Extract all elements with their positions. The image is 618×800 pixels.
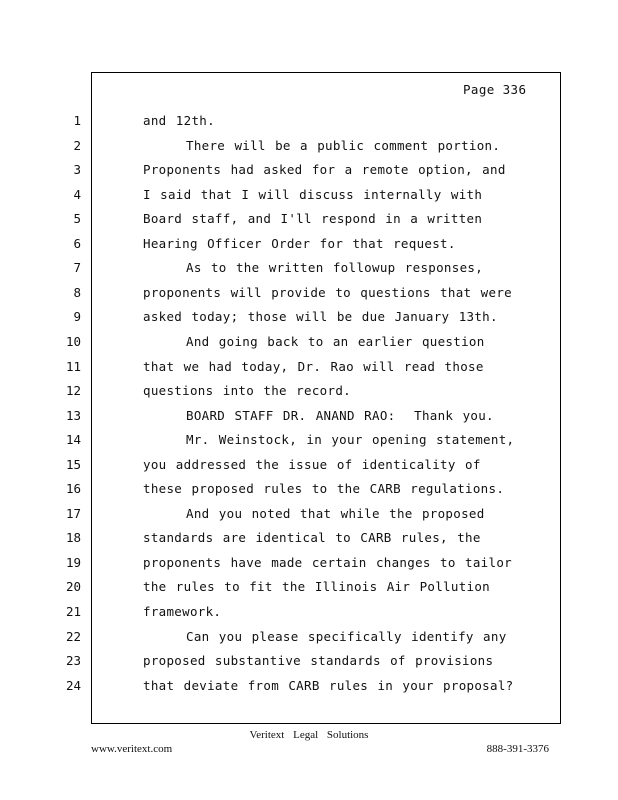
transcript-line (0, 136, 618, 156)
line-number: 5 (73, 211, 81, 227)
line-text: And you noted that while the proposed (186, 505, 485, 521)
transcript-line (0, 357, 618, 377)
transcript-line (0, 234, 618, 254)
line-number: 10 (65, 333, 81, 349)
line-text: BOARD STAFF DR. ANAND RAO: Thank you. (186, 407, 494, 423)
footer-phone: 888-391-3376 (486, 743, 549, 755)
line-text: I said that I will discuss internally with (143, 186, 483, 202)
transcript-line (0, 528, 618, 548)
line-number: 15 (65, 456, 81, 472)
line-text: framework. (143, 604, 222, 619)
line-number: 1 (73, 113, 81, 128)
line-number: 13 (65, 407, 81, 423)
transcript-line (0, 577, 618, 597)
line-number: 9 (73, 309, 81, 325)
transcript-line (0, 651, 618, 671)
line-text: these proposed rules to the CARB regulations. (143, 481, 505, 497)
line-text: And going back to an earlier question (186, 333, 485, 349)
line-number: 8 (73, 284, 81, 300)
transcript-line (0, 479, 618, 499)
transcript-line (0, 258, 618, 278)
transcript-line (0, 160, 618, 180)
footer-website: www.veritext.com (91, 743, 173, 755)
line-number: 21 (65, 604, 81, 619)
line-number: 20 (65, 579, 81, 595)
transcript-line (0, 627, 618, 647)
line-text: standards are identical to CARB rules, the (143, 530, 481, 546)
line-text: proponents will provide to questions that were (143, 284, 512, 300)
line-number: 7 (73, 260, 81, 276)
line-text: There will be a public comment portion. (186, 137, 501, 153)
line-number: 22 (65, 628, 81, 644)
line-text: Mr. Weinstock, in your opening statement, (186, 432, 515, 448)
line-number: 17 (65, 505, 81, 521)
line-text: asked today; those will be due January 13th. (143, 309, 498, 325)
transcript-line (0, 209, 618, 229)
line-number: 3 (73, 162, 81, 178)
line-number: 18 (65, 530, 81, 546)
line-text: that we had today, Dr. Rao will read those (143, 358, 484, 374)
page-number: Page 336 (463, 82, 527, 97)
line-text: proponents have made certain changes to tailor (143, 554, 512, 570)
line-number: 12 (65, 383, 81, 399)
line-text: As to the written followup responses, (186, 260, 484, 276)
transcript-line (0, 283, 618, 303)
transcript-line (0, 381, 618, 401)
line-number: 14 (65, 432, 81, 448)
line-text: that deviate from CARB rules in your proposal? (143, 677, 514, 693)
line-text: questions into the record. (143, 383, 351, 399)
transcript-line (0, 430, 618, 450)
transcript-line (0, 602, 618, 622)
line-text: Can you please specifically identify any (186, 628, 507, 644)
line-number: 4 (73, 186, 81, 202)
line-text: you addressed the issue of identicality of (143, 456, 481, 472)
line-number: 11 (65, 358, 81, 374)
line-number: 6 (73, 235, 81, 251)
line-text: Hearing Officer Order for that request. (143, 235, 456, 251)
line-number: 19 (65, 554, 81, 570)
transcript-line (0, 504, 618, 524)
line-number: 2 (73, 137, 81, 153)
line-number: 23 (65, 653, 81, 669)
line-text: proposed substantive standards of provisions (143, 653, 494, 669)
transcript-line (0, 332, 618, 352)
transcript-line (0, 676, 618, 696)
line-text: Board staff, and I'll respond in a written (143, 211, 483, 227)
line-text: the rules to fit the Illinois Air Pollution (143, 579, 491, 595)
transcript-line (0, 455, 618, 475)
line-text: Proponents had asked for a remote option, and (143, 162, 506, 178)
transcript-line (0, 406, 618, 426)
footer-company: Veritext Legal Solutions (249, 729, 369, 741)
transcript-line (0, 185, 618, 205)
transcript-line (0, 111, 618, 131)
transcript-line (0, 307, 618, 327)
line-number: 16 (65, 481, 81, 497)
line-text: and 12th. (143, 113, 215, 128)
transcript-line (0, 553, 618, 573)
line-number: 24 (65, 677, 81, 693)
